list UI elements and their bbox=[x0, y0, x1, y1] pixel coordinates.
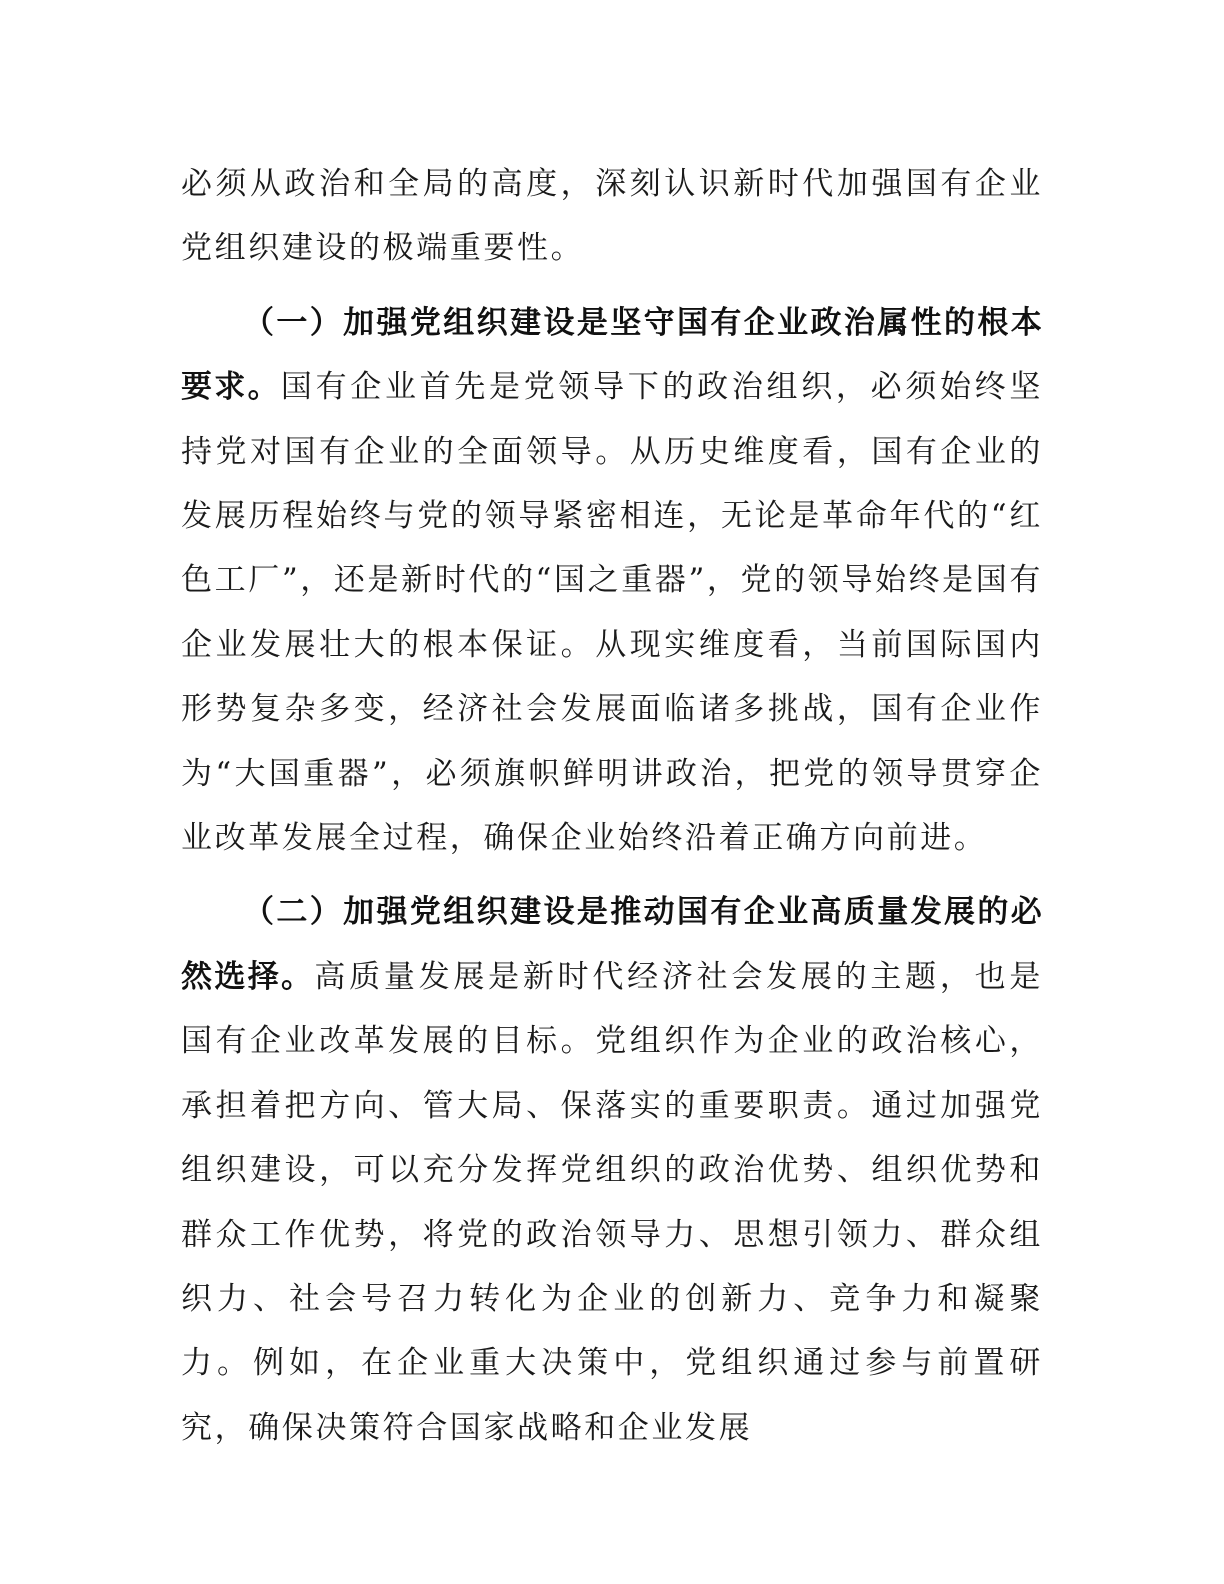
section-2-body: 高质量发展是新时代经济社会发展的主题，也是国有企业改革发展的目标。党组织作为企业的政治核心，承担着把方向、管大局、保落实的重要职责。通过加强党组织建设，可以充分发挥党组织的政治优势、组织优势和群众工作优势，将党的政治领导力、思想引领力、群众组织力、社会号召力转化为企业的创新力、竞争力和凝聚力。例如，在企业重大决策中，党组织通过参与前置研究，确保决策符合国家战略和企业发展 bbox=[181, 958, 1043, 1446]
paragraph-intro bbox=[181, 152, 1043, 281]
section-2-heading: （二）加强党组织建设是推动国有企业高质量发展的必然选择。 bbox=[181, 894, 1043, 995]
section-1-heading: （一）加强党组织建设是坚守国有企业政治属性的根本要求。 bbox=[181, 304, 1043, 406]
paragraph-section-2 bbox=[181, 880, 1043, 1460]
section-1-body: 国有企业首先是党领导下的政治组织，必须始终坚持党对国有企业的全面领导。从历史维度看，国有企业的发展历程始终与党的领导紧密相连，无论是革命年代的“红色工厂”，还是新时代的“国之重器”，党的领导始终是国有企业发展壮大的根本保证。从现实维度看，当前国际国内形势复杂多变，经济社会发展面临诸多挑战，国有企业作为“大国重器”，必须旗帜鲜明讲政治，把党的领导贯穿企业改革发展全过程，确保企业始终沿着正确方向前进。 bbox=[181, 369, 1043, 857]
document-body bbox=[181, 152, 1043, 1460]
paragraph-section-1 bbox=[181, 291, 1043, 871]
paragraph-intro-text: 必须从政治和全局的高度，深刻认识新时代加强国有企业党组织建设的极端重要性。 bbox=[181, 166, 1043, 267]
